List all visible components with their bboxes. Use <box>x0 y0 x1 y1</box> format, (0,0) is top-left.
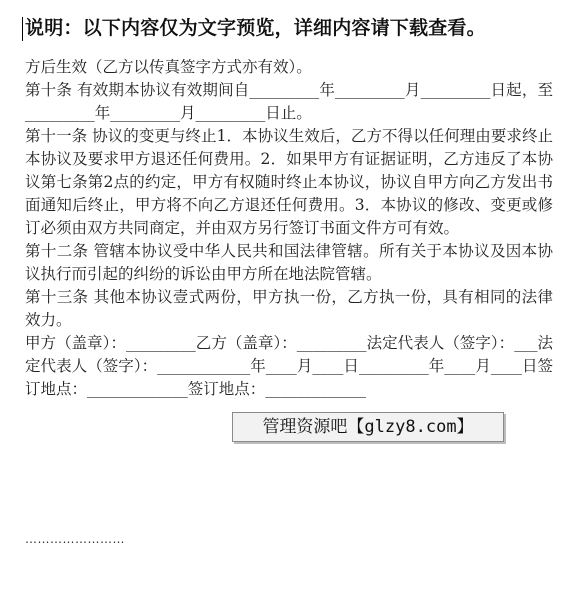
document-body <box>25 56 553 401</box>
paragraph-article-11: 第十一条 协议的变更与终止1．本协议生效后，乙方不得以任何理由要求终止本协议及要求甲方退还任何费用。2．如果甲方有证据证明，乙方违反了本协议第七条第2点的约定，甲方有权随时终止本协议，协议自甲方向乙方发出书面通知后终止，甲方将不向乙方退还任何费用。3．本协议的修改、变更或修订必须由双方共同商定，并由双方另行签订书面文件方可有效。 <box>25 127 553 237</box>
paragraph-effective-clause: 方后生效（乙方以传真签字方式亦有效）。 <box>25 58 312 76</box>
preview-notice: 说明：以下内容仅为文字预览，详细内容请下载查看。 <box>25 17 486 39</box>
ellipsis-line: …………………… <box>25 532 125 546</box>
paragraph-article-13: 第十三条 其他本协议壹式两份，甲方执一份，乙方执一份，具有相同的法律效力。 <box>25 288 553 329</box>
paragraph-signatures: 甲方（盖章）：_________乙方（盖章）：_________法定代表人（签字）：___法定代表人（签字）：____________年____月____日_________年____月____日签订地点：_____________签订地点：_____________ <box>25 334 553 398</box>
paragraph-article-10: 第十条 有效期本协议有效期间自_________年_________月_________日起，至_________年_________月_________日止。 <box>25 81 553 122</box>
watermark-banner: 管理资源吧【glzy8.com】 <box>232 412 504 442</box>
text-cursor <box>22 17 23 41</box>
paragraph-article-12: 第十二条 管辖本协议受中华人民共和国法律管辖。所有关于本协议及因本协议执行而引起的纠纷的诉讼由甲方所在地法院管辖。 <box>25 242 553 283</box>
